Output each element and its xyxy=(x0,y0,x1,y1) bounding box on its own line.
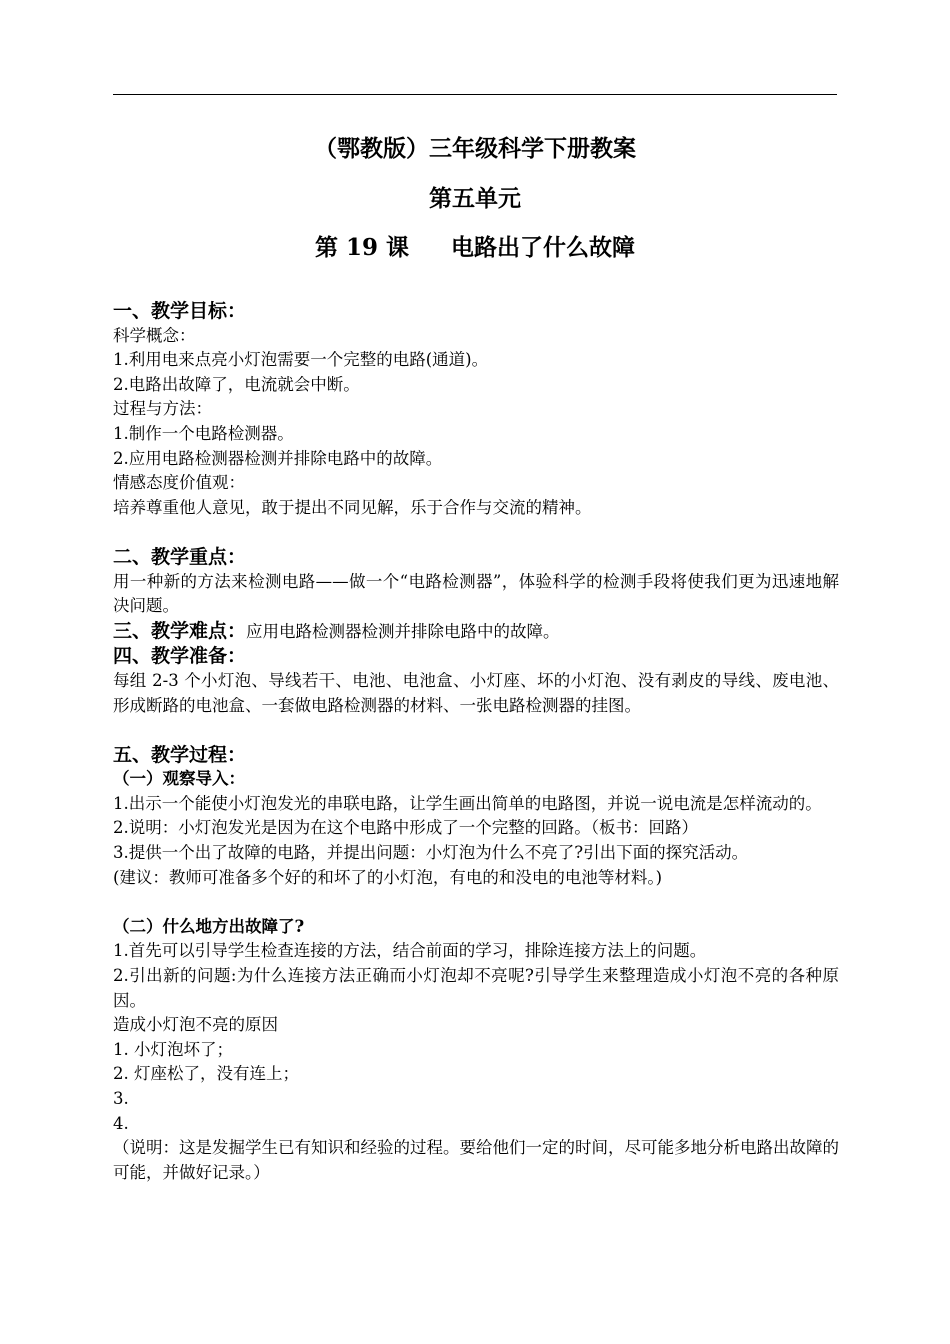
section-heading-process: 五、教学过程： xyxy=(113,743,247,766)
preparation-text: 每组 2-3 个小灯泡、导线若干、电池、电池盒、小灯座、坏的小灯泡、没有剥皮的导线、废电池、形成断路的电池盒、一套做电路检测器的材料、一张电路检测器的挂图。 xyxy=(113,670,839,715)
difficulty-text: 应用电路检测器检测并排除电路中的故障。 xyxy=(246,621,560,641)
fault-note: （说明：这是发掘学生已有知识和经验的过程。要给他们一定的时间，尽可能多地分析电路出故障的可能，并做好记录。） xyxy=(113,1138,839,1182)
reason-item: 2. 灯座松了，没有连上； xyxy=(113,1064,299,1084)
lesson-name: 电路出了什么故障 xyxy=(451,234,636,261)
section-heading-key-points: 二、教学重点： xyxy=(113,545,247,568)
intro-note: (建议：教师可准备多个好的和坏了的小灯泡，有电的和没电的电池等材料。) xyxy=(113,867,663,887)
intro-item: 1.出示一个能使小灯泡发光的串联电路，让学生画出简单的电路图，并说一说电流是怎样流动的。 xyxy=(113,793,822,813)
process-label: 过程与方法： xyxy=(113,399,212,419)
process-item: 2.应用电路检测器检测并排除电路中的故障。 xyxy=(113,448,443,468)
fault-item: 2.引出新的问题:为什么连接方法正确而小灯泡却不亮呢?引导学生来整理造成小灯泡不亮的各种原因。 xyxy=(113,966,839,1010)
lesson-number: 第 19 课 xyxy=(314,234,410,261)
intro-item: 2.说明：小灯泡发光是因为在这个电路中形成了一个完整的回路。（板书：回路） xyxy=(113,818,698,838)
subsection-heading-intro: （一）观察导入： xyxy=(113,769,245,789)
reason-item: 3. xyxy=(113,1089,129,1108)
reasons-label: 造成小灯泡不亮的原因 xyxy=(113,1015,278,1035)
header-rule xyxy=(113,94,837,95)
section-heading-objectives: 一、教学目标： xyxy=(113,300,247,322)
key-points-text: 用一种新的方法来检测电路——做一个“电路检测器”，体验科学的检测手段将使我们更为迅速地解决问题。 xyxy=(113,571,839,616)
attitude-label: 情感态度价值观： xyxy=(113,473,245,493)
document-body xyxy=(113,299,839,1185)
reason-item: 4. xyxy=(113,1113,129,1133)
concept-item: 2.电路出故障了，电流就会中断。 xyxy=(113,374,360,394)
lesson-title xyxy=(113,233,837,263)
difficulty-paragraph xyxy=(113,619,839,645)
unit-title: 第五单元 xyxy=(429,185,521,212)
fault-item: 1.首先可以引导学生检查连接的方法，结合前面的学习，排除连接方法上的问题。 xyxy=(113,941,707,961)
document-title: （鄂教版）三年级科学下册教案 xyxy=(314,135,636,162)
section-heading-preparation: 四、教学准备： xyxy=(113,645,247,668)
attitude-text: 培养尊重他人意见，敢于提出不同见解，乐于合作与交流的精神。 xyxy=(113,497,592,517)
section-heading-difficulty: 三、教学难点： xyxy=(113,619,247,642)
intro-item: 3.提供一个出了故障的电路，并提出问题：小灯泡为什么不亮了?引出下面的探究活动。 xyxy=(113,843,749,863)
concept-label: 科学概念： xyxy=(113,325,196,345)
subsection-heading-fault: （二）什么地方出故障了? xyxy=(113,916,305,936)
concept-item: 1.利用电来点亮小灯泡需要一个完整的电路(通道)。 xyxy=(113,350,489,370)
process-item: 1.制作一个电路检测器。 xyxy=(113,423,294,443)
reason-item: 1. 小灯泡坏了； xyxy=(113,1039,233,1059)
